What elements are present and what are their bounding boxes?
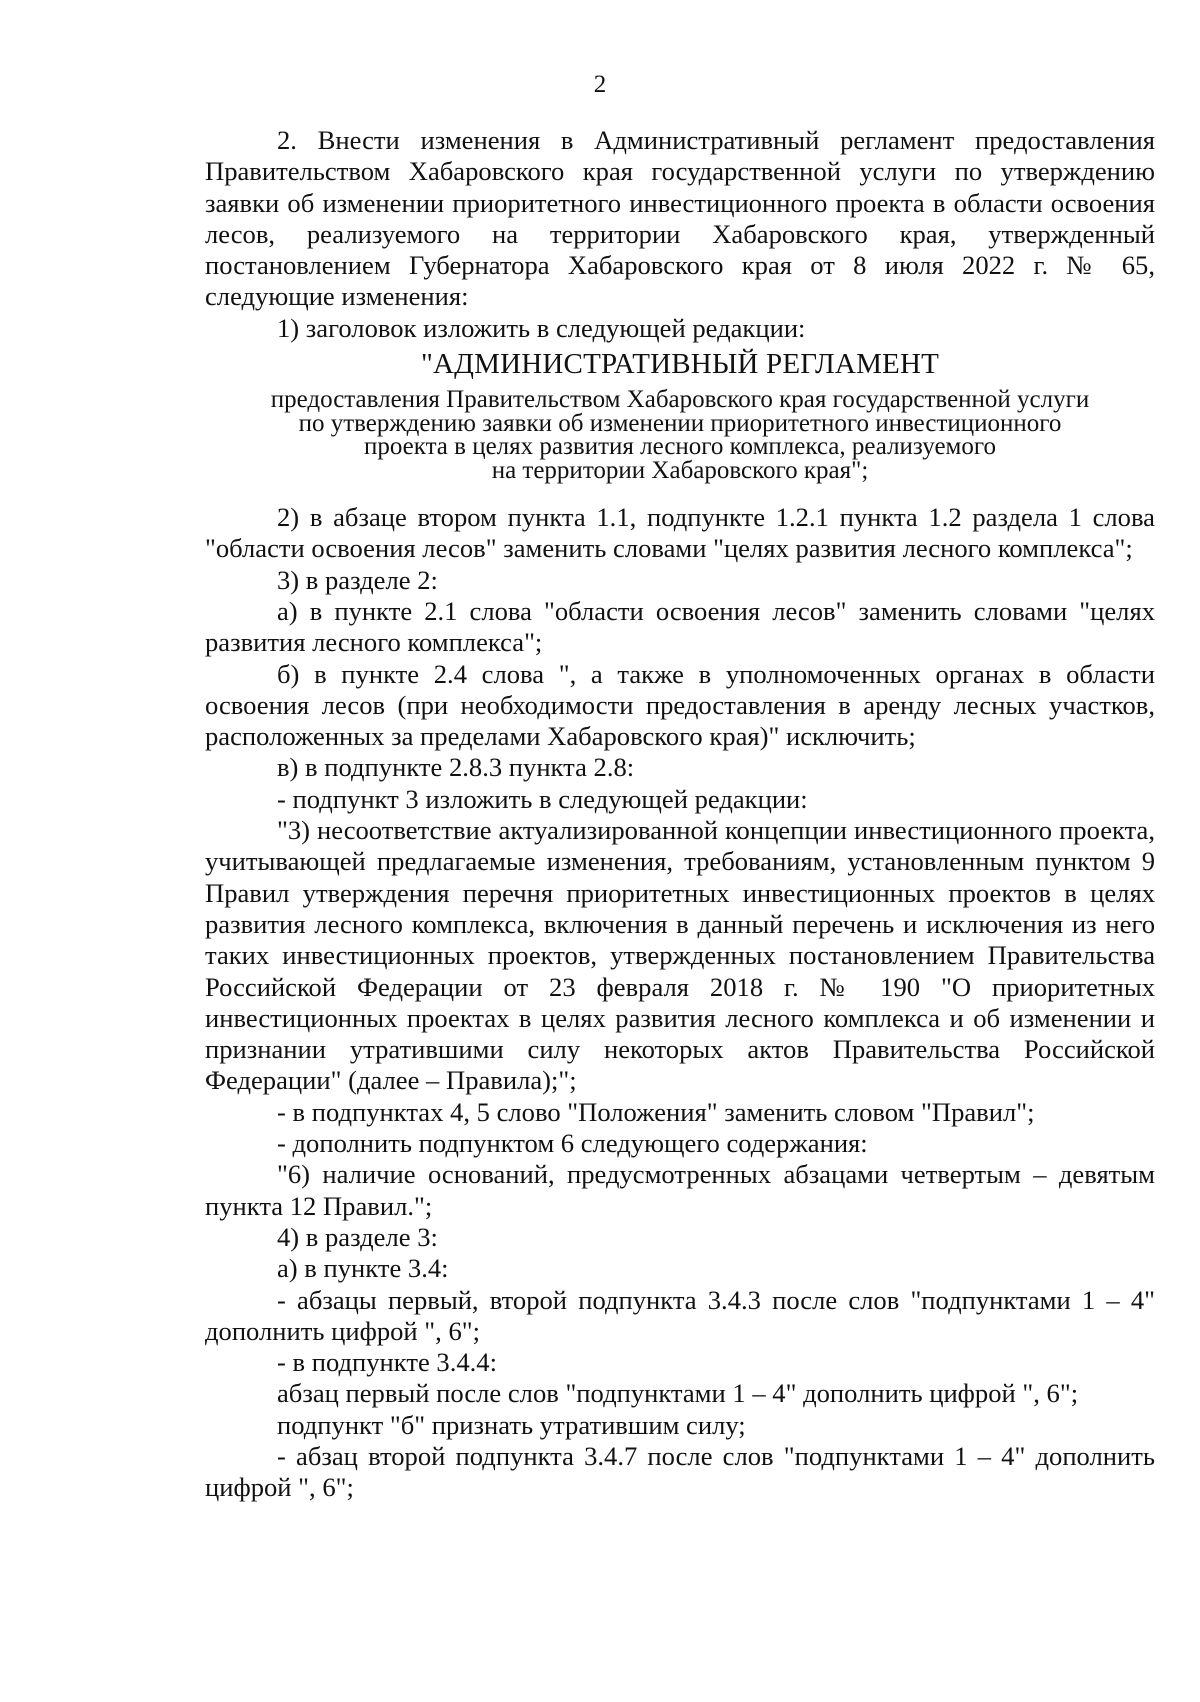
paragraph-subitem-3-edit: - подпункт 3 изложить в следующей редакции: bbox=[277, 783, 808, 814]
paragraph-item-3a: а) в пункте 2.1 слова "области освоения лесов" заменить словами "целях развития лесного комплекса"; bbox=[205, 595, 1155, 658]
regulation-subtitle-line: проекта в целях развития лесного комплекса, реализуемого bbox=[363, 433, 997, 461]
paragraph-item-4a: а) в пункте 3.4: bbox=[277, 1253, 449, 1284]
paragraph-subitem-3-4-4: - в подпункте 3.4.4: bbox=[277, 1347, 497, 1378]
regulation-subtitle-line: по утверждению заявки об изменении приоритетного инвестиционного bbox=[298, 409, 1062, 437]
paragraph-subitem-3-4-4-b: подпункт "б" признать утратившим силу; bbox=[277, 1409, 746, 1440]
paragraph-subitem-3-4-3: - абзацы первый, второй подпункта 3.4.3 после слов "подпунктами 1 – 4" дополнить цифрой ", 6"; bbox=[205, 1284, 1155, 1346]
paragraph-item-3: 3) в разделе 2: bbox=[277, 564, 438, 595]
regulation-subtitle-line: на территории Хабаровского края"; bbox=[491, 456, 869, 484]
regulation-subtitle bbox=[205, 388, 1155, 482]
regulation-title: "АДМИНИСТРАТИВНЫЙ РЕГЛАМЕНТ bbox=[420, 348, 940, 381]
paragraph-subitem-3-text: "3) несоответствие актуализированной концепции инвестиционного проекта, учитывающей предлагаемые изменения, требованиям, установленным пунктом 9 Правил утверждения перечня приоритетных инвестиционных проектов в целях развития лесного комплекса, включения в данный перечень и исключения из него таких инвестиционных проектов, утвержденных постановлением Правительства Российской Федерации от 23 февраля 2018 г. № 190 "О приоритетных инвестиционных проектах в целях развития лесного комплекса и об изменении и признании утратившими силу некоторых актов Правительства Российской Федерации" (далее – Правила);"; bbox=[205, 815, 1155, 1096]
paragraph-subitems-4-5: - в подпунктах 4, 5 слово "Положения" заменить словом "Правил"; bbox=[277, 1096, 1035, 1127]
paragraph-item-4: 4) в разделе 3: bbox=[277, 1221, 438, 1252]
document-body bbox=[205, 125, 1155, 1504]
paragraph-subitem-6-text: "6) наличие оснований, предусмотренных абзацами четвертым – девятым пункта 12 Правил."; bbox=[205, 1159, 1155, 1221]
regulation-subtitle-line: предоставления Правительством Хабаровского края государственной услуги bbox=[270, 386, 1090, 414]
paragraph-item-1: 1) заголовок изложить в следующей редакции: bbox=[277, 312, 806, 343]
paragraph-amendment-intro: 2. Внести изменения в Административный регламент предоставления Правительством Хабаровского края государственной услуги по утверждению заявки об изменении приоритетного инвестиционного проекта в области освоения лесов, реализуемого на территории Хабаровского края, утвержденный постановлением Губернатора Хабаровского края от 8 июля 2022 г. № 65, следующие изменения: bbox=[205, 125, 1155, 312]
paragraph-item-2: 2) в абзаце втором пункта 1.1, подпункте 1.2.1 пункта 1.2 раздела 1 слова "области освоения лесов" заменить словами "целях развития лесного комплекса"; bbox=[205, 502, 1155, 564]
paragraph-add-subitem-6: - дополнить подпунктом 6 следующего содержания: bbox=[277, 1128, 868, 1159]
paragraph-subitem-3-4-4-first: абзац первый после слов "подпунктами 1 – 4" дополнить цифрой ", 6"; bbox=[277, 1378, 1079, 1409]
page-number: 2 bbox=[593, 71, 607, 98]
paragraph-subitem-3-4-7: - абзац второй подпункта 3.4.7 после слов "подпунктами 1 – 4" дополнить цифрой ", 6"; bbox=[205, 1440, 1155, 1503]
paragraph-item-3v: в) в подпункте 2.8.3 пункта 2.8: bbox=[277, 752, 635, 783]
paragraph-item-3b: б) в пункте 2.4 слова ", а также в уполномоченных органах в области освоения лесов (при необходимости предоставления в аренду лесных участков, расположенных за пределами Хабаровского края)" исключить; bbox=[205, 658, 1155, 752]
